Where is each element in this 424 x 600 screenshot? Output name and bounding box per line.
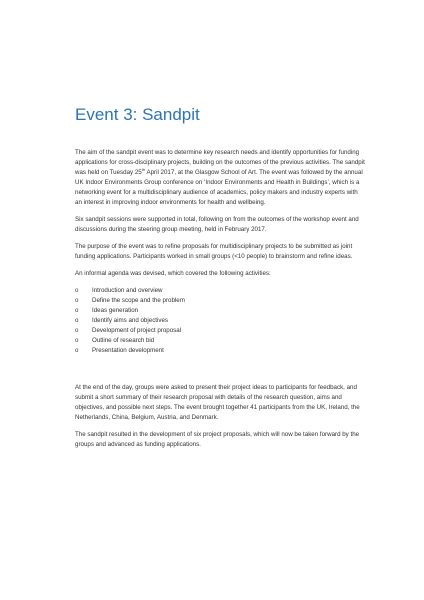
- list-item: [75, 326, 365, 336]
- bullet-icon: o: [75, 317, 79, 324]
- paragraph-outcomes: At the end of the day, groups were asked to present their project ideas to participants for feedback, and submit a short summary of their research proposal with details of the research question, aims and objectives, and possible next steps. The event brought together 41 participants from the UK, Ireland, the Netherlands, China, Belgium, Austria, and Denmark.: [75, 384, 360, 421]
- bullet-icon: o: [75, 347, 79, 354]
- activity-list: [75, 286, 365, 356]
- paragraph-agenda-intro: An informal agenda was devised, which covered the following activities:: [75, 270, 271, 277]
- list-item: [75, 346, 365, 356]
- paragraph-intro: [75, 148, 365, 208]
- list-item: [75, 336, 365, 346]
- list-item-label: Outline of research bid: [92, 337, 155, 344]
- document-body: [75, 148, 365, 457]
- page-title: Event 3: Sandpit: [75, 105, 200, 124]
- bullet-icon: o: [75, 297, 79, 304]
- list-item: [75, 286, 365, 296]
- list-item-label: Ideas generation: [92, 307, 139, 314]
- bullet-icon: o: [75, 327, 79, 334]
- list-item: [75, 306, 365, 316]
- paragraph-sessions: Six sandpit sessions were supported in total, following on from the outcomes of the workshop event and discussions during the steering group meeting, held in February 2017.: [75, 216, 359, 233]
- paragraph-purpose: The purpose of the event was to refine proposals for multidisciplinary projects to be submitted as joint funding applications. Participants worked in small groups (<10 people) to brainstorm and refine ideas.: [75, 243, 353, 260]
- list-item-label: Development of project proposal: [92, 327, 182, 334]
- list-item-label: Introduction and overview: [92, 287, 163, 294]
- bullet-icon: o: [75, 337, 79, 344]
- paragraph-intro-part-1: The aim of the sandpit event was to determine key research needs and identify opportunities for funding applications for cross-disciplinary projects, building on the outcomes of the previous activities. The sandpit was held on Tuesday 25: [75, 149, 365, 176]
- list-item-label: Identify aims and objectives: [92, 317, 169, 324]
- superscript-ordinal: th: [141, 166, 146, 172]
- bullet-icon: o: [75, 307, 79, 314]
- bullet-icon: o: [75, 287, 79, 294]
- list-item: [75, 316, 365, 326]
- list-item-label: Presentation development: [92, 347, 164, 354]
- list-item-label: Define the scope and the problem: [92, 297, 185, 304]
- list-item: [75, 296, 365, 306]
- paragraph-conclusion: The sandpit resulted in the development of six project proposals, which will now be taken forward by the groups and advanced as funding applications.: [75, 431, 360, 448]
- paragraph-intro-part-2: April 2017, at the Glasgow School of Art. The event was followed by the annual UK Indoor Environments Group conference on ‘Indoor Environments and Health in Buildings’, which is a networking event for a multidisciplinary audience of academics, policy makers and industry experts with an interest in improving indoor environments for health and wellbeing.: [75, 169, 363, 206]
